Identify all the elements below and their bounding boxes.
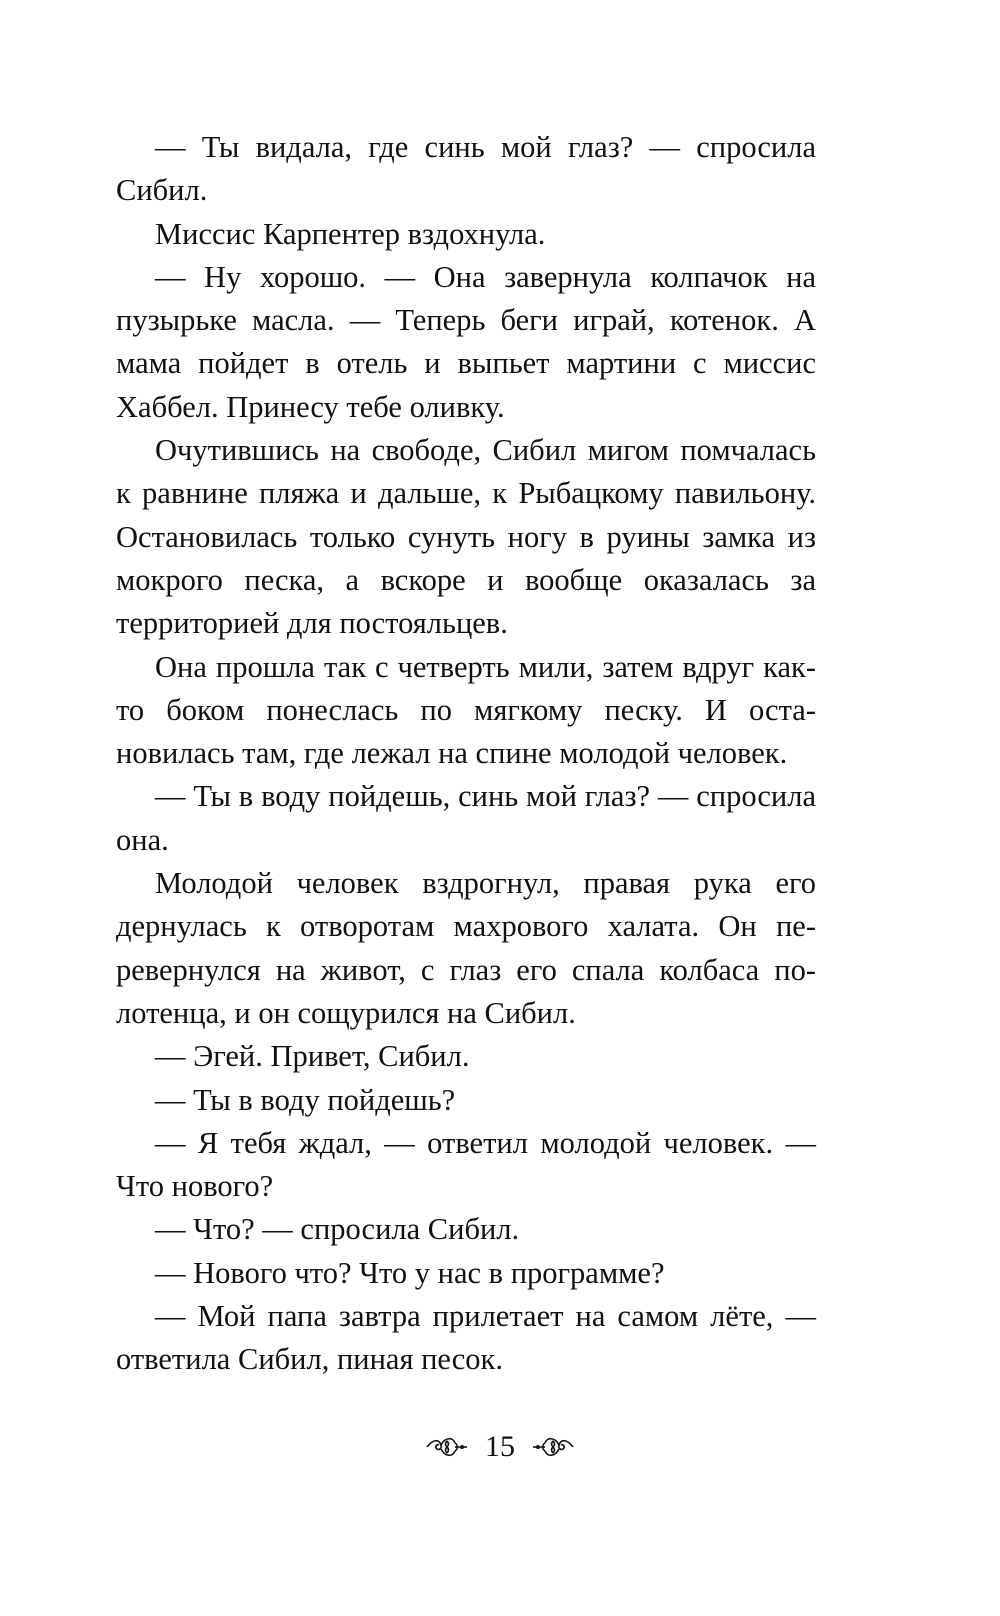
flourish-right-icon [531,1433,575,1461]
paragraph: — Ты в воду пойдешь? [155,1082,456,1117]
paragraph: — Ты видала, где синь мой глаз? — спросила Сибил. [116,130,816,208]
page-number: 15 [485,1430,515,1463]
paragraph: Очутившись на свободе, Сибил мигом помчалась к равнине пляжа и дальше, к Рыбацкому павильону. Остановилась только сунуть ногу в руины замка из мокрого песка, а вскоре и вообще оказалась за территорией для постояльцев. [116,433,816,641]
paragraph: — Ты в воду пойдешь, синь мой глаз? — спросила она. [116,779,816,857]
flourish-left-icon [425,1433,469,1461]
paragraph: — Я тебя ждал, — ответил молодой человек. — Что нового? [116,1125,816,1204]
paragraph: — Эгей. Привет, Сибил. [155,1039,470,1074]
paragraph: Миссис Карпентер вздохнула. [155,216,546,251]
paragraph: Молодой человек вздрогнул, правая рука его дернулась к отворотам махрового халата. Он перевернулся на живот, с глаз его спала колбаса полотенца, и он сощурился на Сибил. [116,866,816,1030]
paragraph: — Что? — спросила Сибил. [155,1212,520,1247]
paragraph: — Мой папа завтра прилетает на самом лёте, — ответила Сибил, пиная песок. [116,1299,816,1377]
paragraph: Она прошла так с четверть мили, затем вдруг как-то боком понеслась по мягкому песку. И остановилась там, где лежал на спине молодой человек. [116,649,816,771]
body-text [116,126,816,1382]
page-folio [0,1430,1000,1464]
paragraph: — Нового что? Что у нас в программе? [155,1255,665,1290]
paragraph: — Ну хорошо. — Она завернула колпачок на пузырьке масла. — Теперь беги играй, котенок. А мама пойдет в отель и выпьет мартини с миссис Хаббел. Принесу тебе оливку. [116,259,816,424]
